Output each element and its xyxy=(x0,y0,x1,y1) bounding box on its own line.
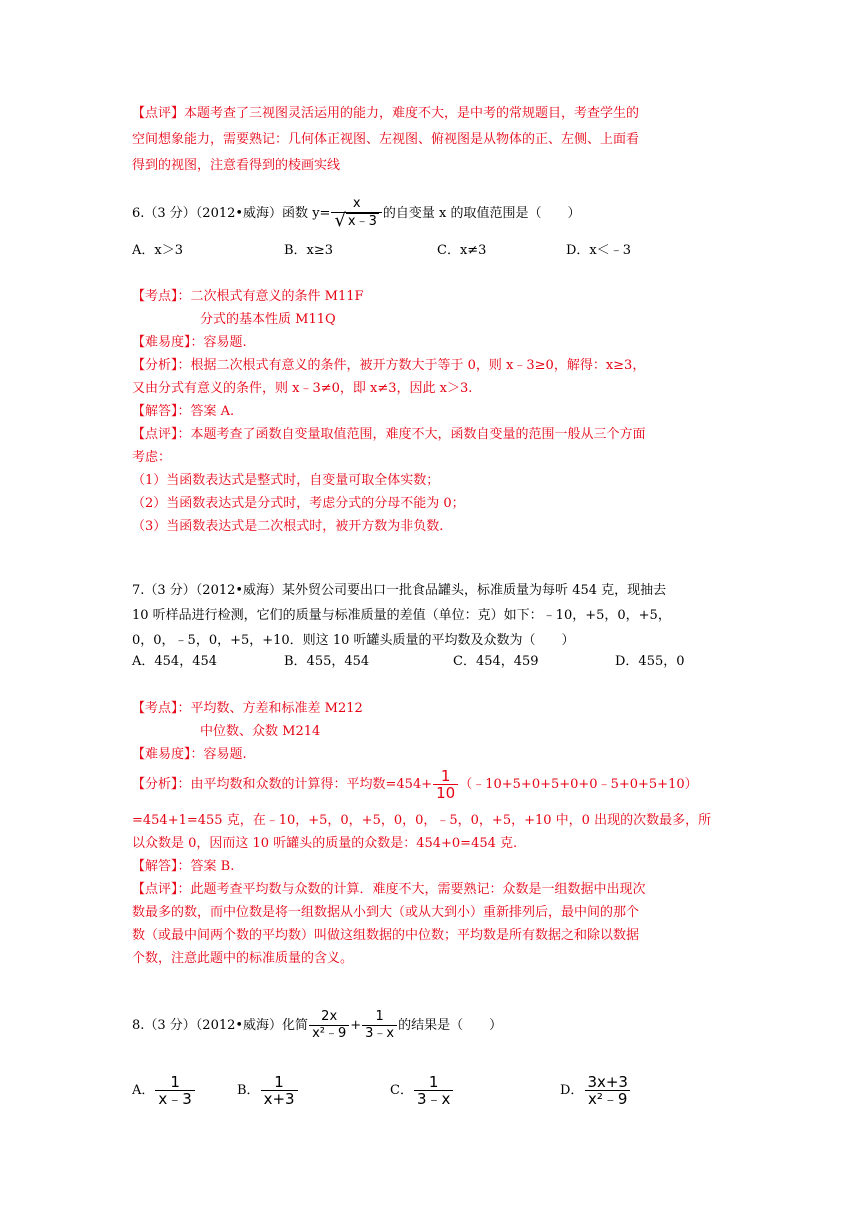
q7-option-b: B．455，454 xyxy=(284,654,370,669)
q6-fenxi-2: 又由分式有意义的条件，则 x﹣3≠0，即 x≠3，因此 x＞3. xyxy=(132,381,473,396)
q7-dianping-1: 【点评】：此题考查平均数与众数的计算．难度不大，需要熟记：众数是一组数据中出现次 xyxy=(132,882,646,897)
q7-option-c: C．454，459 xyxy=(453,654,539,669)
q6-dianping-4: （2）当函数表达式是分式时，考虑分式的分母不能为 0； xyxy=(132,496,465,511)
q6-option-b: B．x≥3 xyxy=(284,243,334,258)
q7-kaodian-1: 【考点】：平均数、方差和标准差 M212 xyxy=(132,701,363,716)
q7-dianping-2: 数最多的数，而中位数是将一组数据从小到大（或从大到小）重新排列后，最中间的那个 xyxy=(132,905,640,920)
q6-kaodian-1: 【考点】：二次根式有意义的条件 M11F xyxy=(132,289,364,304)
q8-option-b: B． $\frac{1}{x+3}$ xyxy=(237,1073,299,1109)
q6-dianping-5: （3）当函数表达式是二次根式时，被开方数为非负数. xyxy=(132,519,444,534)
q7-stem-1: 7.（3 分）（2012•威海）某外贸公司要出口一批食品罐头，标准质量为每听 454 克，现抽去 xyxy=(132,583,667,598)
q6-fraction: x √ x﹣3 xyxy=(331,196,381,231)
q7-kaodian-2: 中位数、众数 M214 xyxy=(200,724,321,739)
q7-fenxi-2: =454+1=455 克，在﹣10，+5，0，+5，0，0，﹣5，0，+5，+10 中，0 出现的次数最多，所 xyxy=(132,813,712,828)
sqrt-symbol: √ x﹣3 xyxy=(334,210,377,231)
q6-dianping-3: （1）当函数表达式是整式时，自变量可取全体实数； xyxy=(132,473,440,488)
q6-jieda: 【解答】：答案 A. xyxy=(132,404,235,419)
q7-dianping-4: 个数，注意此题中的标准质量的含义。 xyxy=(132,951,354,966)
q6-option-d: D．x＜﹣3 xyxy=(566,243,632,258)
q6-stem: 6.（3 分）（2012•威海）函数 y= x √ x﹣3 的自变量 x 的取值范围是（ ） xyxy=(132,196,581,231)
q6-option-a: A．x＞3 xyxy=(132,243,183,258)
q7-stem-3: 0，0，﹣5，0，+5，+10．则这 10 听罐头质量的平均数及众数为（ ） xyxy=(132,633,575,648)
q7-option-a: A．454，454 xyxy=(132,654,218,669)
q6-dianping-2: 考虑： xyxy=(132,450,172,465)
q7-dianping-3: 数（或最中间两个数的平均数）叫做这组数据的中位数；平均数是所有数据之和除以数据 xyxy=(132,928,640,943)
q6-nandu: 【难易度】：容易题. xyxy=(132,335,247,350)
q7-nandu: 【难易度】：容易题. xyxy=(132,747,247,762)
q6-kaodian-2: 分式的基本性质 M11Q xyxy=(200,312,336,327)
q6-dianping-1: 【点评】：本题考查了函数自变量取值范围，难度不大，函数自变量的范围一般从三个方面 xyxy=(132,427,646,442)
q7-fenxi-1: 【分析】：由平均数和众数的计算得：平均数=454+ $\frac{1}{10}$ （﹣10+5+0+5+0+0﹣5+0+5+10） xyxy=(132,767,698,802)
q7-fenxi-3: 以众数是 0，因而这 10 听罐头的质量的众数是：454+0=454 克. xyxy=(132,836,518,851)
q6-fenxi-1: 【分析】：根据二次根式有意义的条件，被开方数大于等于 0，则 x﹣3≥0，解得：x≥3， xyxy=(132,358,646,373)
q7-jieda: 【解答】：答案 B. xyxy=(132,859,235,874)
q5-comment-line-2: 空间想象能力，需要熟记：几何体正视图、左视图、俯视图是从物体的正、左侧、上面看 xyxy=(132,132,640,147)
q7-fenxi-fraction: $\frac{1}{10}$ xyxy=(433,768,458,801)
q8-stem: 8.（3 分）（2012•威海）化简 $\frac{2x}{\text{x²﹣9}}$ + $\frac{1}{3﹣x}$ 的结果是（ ） xyxy=(132,1009,503,1041)
q7-option-d: D．455，0 xyxy=(615,654,685,669)
q7-stem-2: 10 听样品进行检测，它们的质量与标准质量的差值（单位：克）如下：﹣10，+5，0，+5， xyxy=(132,608,671,623)
q8-option-c: C． $\frac{1}{3﹣x}$ xyxy=(390,1073,454,1109)
q5-comment-line-3: 得到的视图，注意看得到的棱画实线 xyxy=(132,158,341,173)
q5-comment-line-1: 【点评】本题考查了三视图灵活运用的能力，难度不大，是中考的常规题目，考查学生的 xyxy=(132,106,640,121)
q8-fraction-2: $\frac{1}{3﹣x}$ xyxy=(362,1009,397,1042)
q8-option-a: A． $\frac{1}{x﹣3}$ xyxy=(132,1073,196,1109)
q8-option-d: D． $\frac{3x+3}{\text{x²﹣9}}$ xyxy=(560,1073,632,1109)
q6-option-c: C．x≠3 xyxy=(437,243,487,258)
q8-fraction-1: $\frac{2x}{\text{x²﹣9}}$ xyxy=(309,1009,349,1042)
